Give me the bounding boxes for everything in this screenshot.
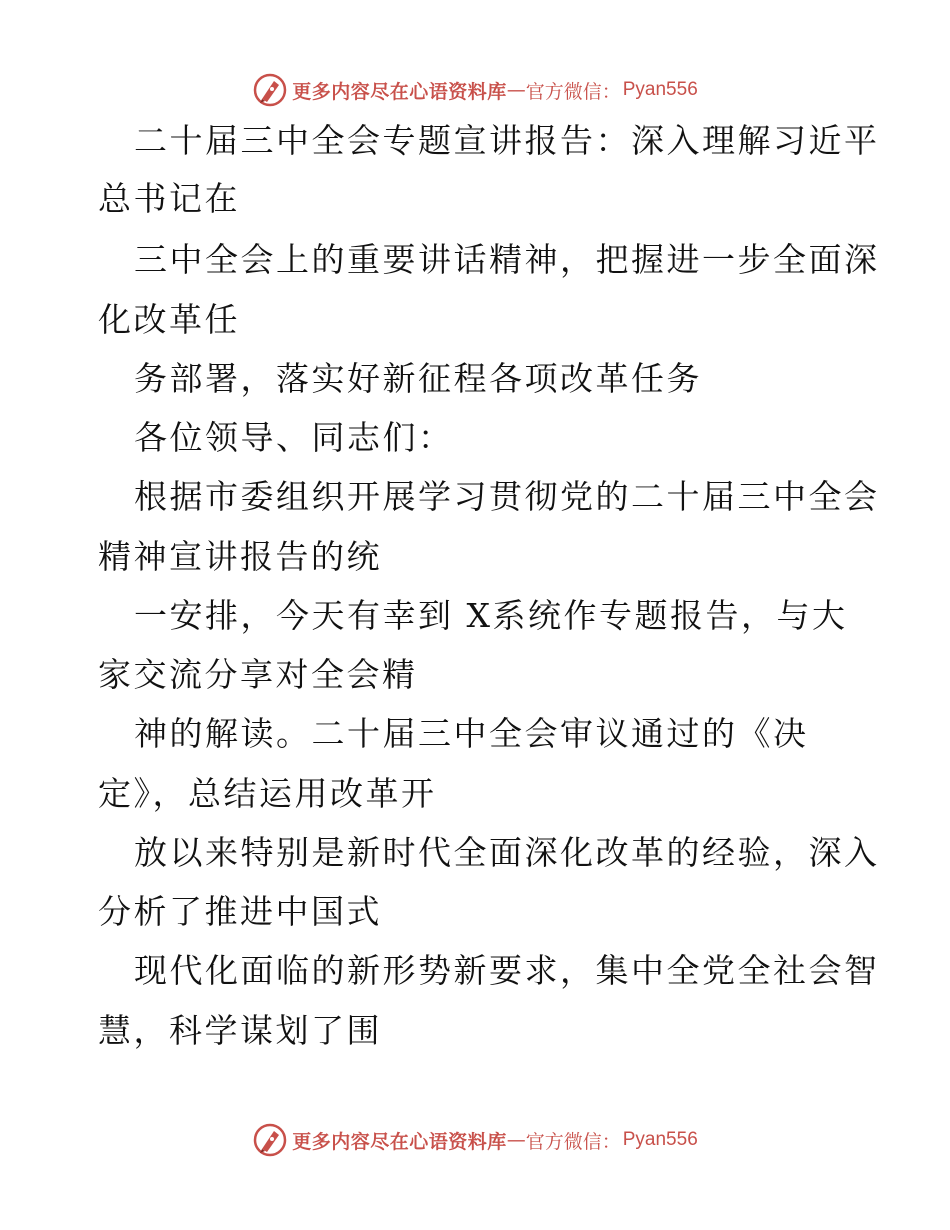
banner-brand: 更多内容尽在心语资料库 (292, 1130, 507, 1153)
pen-nib-circle-icon (252, 1122, 288, 1158)
banner-brand: 更多内容尽在心语资料库 (292, 80, 507, 103)
banner-dash: — (506, 1129, 526, 1151)
body-line: 分析了推进中国式 (98, 892, 382, 931)
body-line: 务部署，落实好新征程各项改革任务 (134, 359, 702, 398)
footer-banner (0, 1120, 950, 1160)
body-line: 一安排，今天有幸到 X系统作专题报告，与大 (134, 596, 848, 635)
body-line: 化改革任 (98, 300, 240, 339)
banner-official-label: 官方微信： (525, 1130, 621, 1153)
body-line: 现代化面临的新形势新要求，集中全党全社会智 (134, 951, 880, 990)
header-banner (0, 70, 950, 110)
body-line: 精神宣讲报告的统 (98, 537, 382, 576)
body-line: 放以来特别是新时代全面深化改革的经验，深入 (134, 833, 880, 872)
banner-official-label: 官方微信： (525, 80, 621, 103)
body-line: 家交流分享对全会精 (98, 655, 418, 694)
body-line: 根据市委组织开展学习贯彻党的二十届三中全会 (134, 477, 880, 516)
body-line: 二十届三中全会专题宣讲报告：深入理解习近平 (134, 121, 880, 160)
body-line: 慧，科学谋划了围 (98, 1011, 382, 1050)
body-line: 总书记在 (98, 179, 240, 218)
body-line: 神的解读。二十届三中全会审议通过的《决 (134, 714, 809, 753)
banner-wechat-id: Pyan556 (622, 1129, 698, 1150)
banner-wechat-id: Pyan556 (622, 79, 698, 100)
body-line: 各位领导、同志们： (134, 418, 454, 457)
pen-nib-circle-icon (252, 72, 288, 108)
body-line: 三中全会上的重要讲话精神，把握进一步全面深 (134, 240, 880, 279)
body-line: 定》，总结运用改革开 (98, 774, 437, 813)
banner-dash: — (506, 79, 526, 101)
